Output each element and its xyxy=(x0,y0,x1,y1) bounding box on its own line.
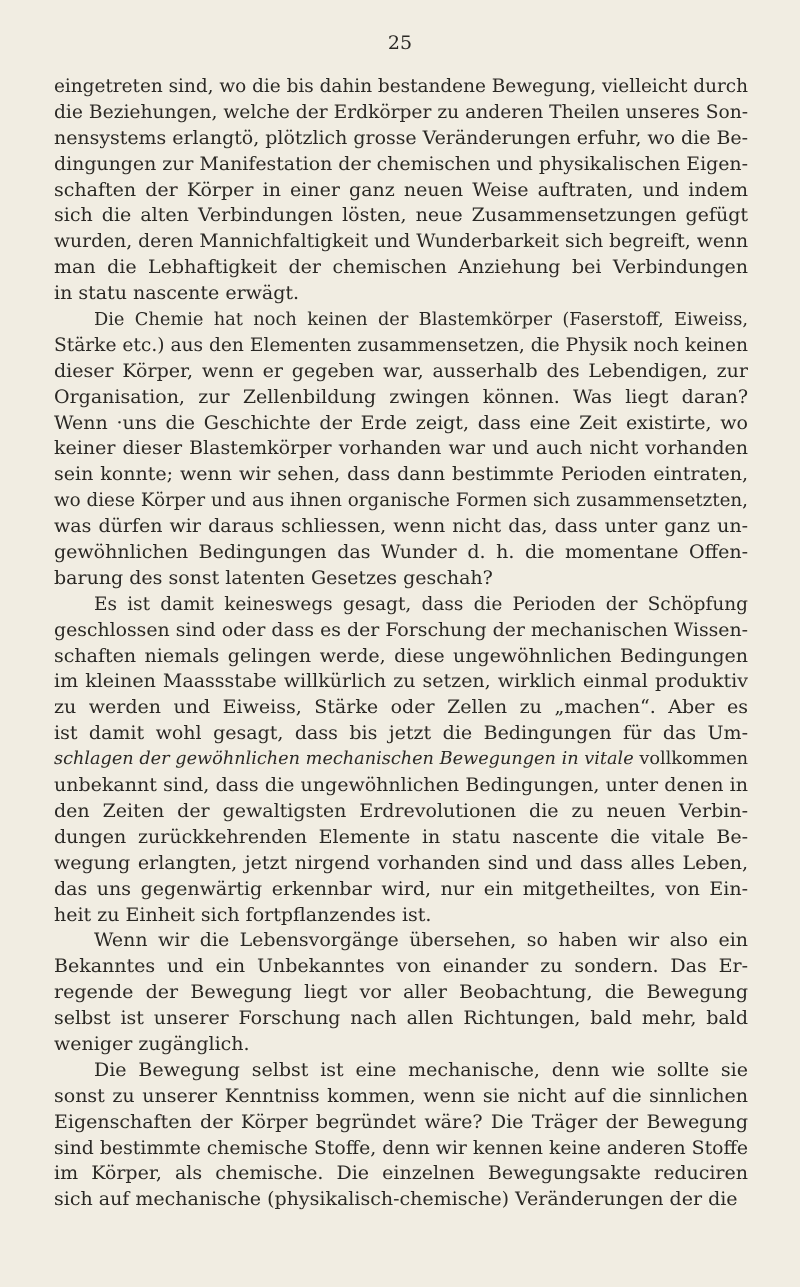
text-line: regende der Bewegung liegt vor aller Beobachtung, die Bewegung xyxy=(54,981,748,1004)
text-line: Bekanntes und ein Unbekanntes von einander zu sondern. Das Er- xyxy=(54,955,748,978)
text-line: sind bestimmte chemische Stoffe, denn wir kennen keine anderen Stoffe xyxy=(54,1137,748,1159)
paragraph xyxy=(54,74,748,307)
paragraph xyxy=(54,307,748,592)
text-line: sein konnte; wenn wir sehen, dass dann bestimmte Perioden eintraten, xyxy=(54,463,748,486)
text-line: geschlossen sind oder dass es der Forschung der mechanischen Wissen- xyxy=(54,618,748,641)
text-line: wegung erlangten, jetzt nirgend vorhanden sind und dass alles Leben, xyxy=(54,851,748,874)
text-line: im kleinen Maassstabe willkürlich zu setzen, wirklich einmal produktiv xyxy=(54,670,748,693)
text-line: ist damit wohl gesagt, dass bis jetzt die Bedingungen für das Um- xyxy=(54,722,748,745)
text-line: zu werden und Eiweiss, Stärke oder Zellen zu „machen“. Aber es xyxy=(54,696,748,719)
text-line: Stärke etc.) aus den Elementen zusammensetzen, die Physik noch keinen xyxy=(54,334,748,356)
text-line: nensystems erlangtö, plötzlich grosse Veränderungen erfuhr, wo die Be- xyxy=(54,126,748,149)
text-line: Wenn wir die Lebensvorgänge übersehen, so haben wir also ein xyxy=(94,929,748,952)
text-line: was dürfen wir daraus schliessen, wenn nicht das, dass unter ganz un- xyxy=(54,515,748,538)
text-line: in statu nascente erwägt. xyxy=(54,282,300,305)
text-line: schlagen der gewöhnlichen mechanischen Bewegungen in vitale vollkommen xyxy=(54,749,748,770)
text-line: weniger zugänglich. xyxy=(54,1032,250,1055)
text-line: Eigenschaften der Körper begründet wäre? Die Träger der Bewegung xyxy=(54,1110,748,1133)
text-line: dungen zurückkehrenden Elemente in statu nascente die vitale Be- xyxy=(54,825,748,848)
page-number: 25 xyxy=(387,32,413,54)
text-line: Wenn ·uns die Geschichte der Erde zeigt, dass eine Zeit existirte, wo xyxy=(54,411,748,434)
text-line: dieser Körper, wenn er gegeben war, ausserhalb des Lebendigen, zur xyxy=(54,359,748,382)
text-line: im Körper, als chemische. Die einzelnen Bewegungsakte reduciren xyxy=(54,1162,748,1185)
text-line: Es ist damit keineswegs gesagt, dass die Perioden der Schöpfung xyxy=(94,593,748,615)
italic-text: schlagen der gewöhnlichen mechanischen Bewegungen in vitale xyxy=(54,749,634,770)
text-line: den Zeiten der gewaltigsten Erdrevolutionen die zu neuen Verbin- xyxy=(54,799,748,822)
text-line: schaften niemals gelingen werde, diese ungewöhnlichen Bedingungen xyxy=(54,644,748,667)
text-line: die Beziehungen, welche der Erdkörper zu anderen Theilen unseres Son- xyxy=(54,101,748,123)
paragraph xyxy=(54,928,748,1057)
text-line: keiner dieser Blastemkörper vorhanden war und auch nicht vorhanden xyxy=(54,437,748,460)
text-line: das uns gegenwärtig erkennbar wird, nur ein mitgetheiltes, von Ein- xyxy=(54,877,748,900)
text-line: heit zu Einheit sich fortpflanzendes ist. xyxy=(54,903,432,926)
paragraph xyxy=(54,1058,748,1213)
text-line: man die Lebhaftigkeit der chemischen Anziehung bei Verbindungen xyxy=(54,256,748,279)
text-line: unbekannt sind, dass die ungewöhnlichen Bedingungen, unter denen in xyxy=(54,774,748,797)
text-line: schaften der Körper in einer ganz neuen Weise auftraten, und indem xyxy=(54,178,748,201)
page-body xyxy=(54,74,748,1213)
text-line: wo diese Körper und aus ihnen organische Formen sich zusammensetzten, xyxy=(54,490,748,512)
text-line: selbst ist unserer Forschung nach allen Richtungen, bald mehr, bald xyxy=(54,1007,748,1030)
text-line: Organisation, zur Zellenbildung zwingen können. Was liegt daran? xyxy=(54,385,748,408)
text-line: barung des sonst latenten Gesetzes geschah? xyxy=(54,566,493,589)
text-line: Die Chemie hat noch keinen der Blastemkörper (Faserstoff, Eiweiss, xyxy=(94,309,748,331)
text-line: sich auf mechanische (physikalisch-chemische) Veränderungen der die xyxy=(54,1188,738,1211)
text-line: sonst zu unserer Kenntniss kommen, wenn sie nicht auf die sinnlichen xyxy=(54,1084,748,1107)
paragraph xyxy=(54,592,748,929)
text-line: gewöhnlichen Bedingungen das Wunder d. h. die momentane Offen- xyxy=(54,541,748,564)
text-line: sich die alten Verbindungen lösten, neue Zusammensetzungen gefügt xyxy=(54,204,748,227)
text-line: Die Bewegung selbst ist eine mechanische, denn wie sollte sie xyxy=(94,1058,748,1081)
text-line: wurden, deren Mannichfaltigkeit und Wunderbarkeit sich begreift, wenn xyxy=(54,231,749,253)
text-line: dingungen zur Manifestation der chemischen und physikalischen Eigen- xyxy=(54,152,748,175)
text-line: eingetreten sind, wo die bis dahin bestandene Bewegung, vielleicht durch xyxy=(54,76,748,97)
